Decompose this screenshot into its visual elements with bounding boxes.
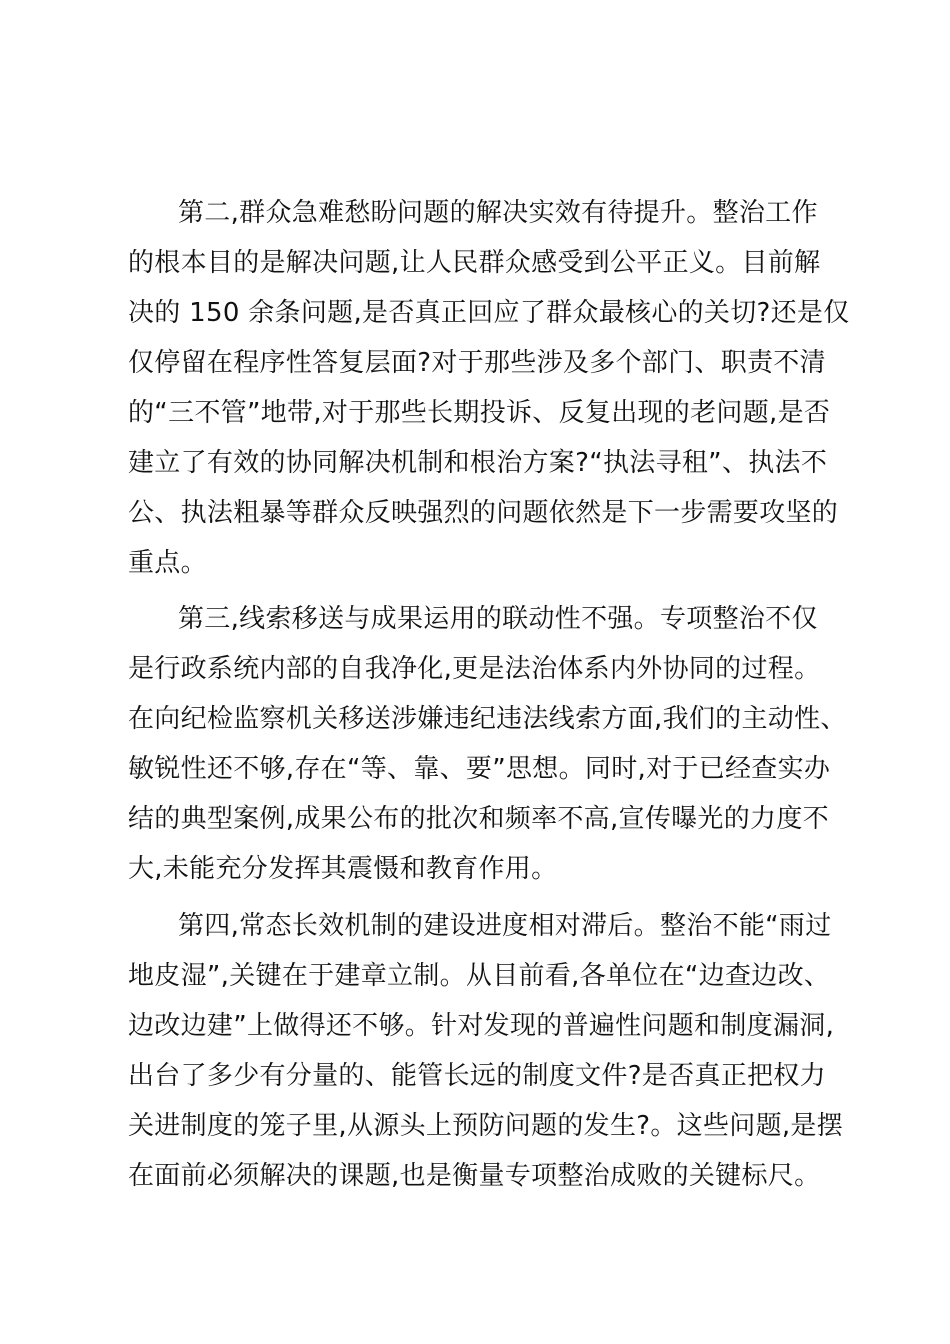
- text-line: 在向纪检监察机关移送涉嫌违纪违法线索方面,我们的主动性、: [128, 704, 847, 734]
- text-line: 第四,常态长效机制的建设进度相对滞后。整治不能“雨过: [178, 911, 832, 941]
- text-line: 的根本目的是解决问题,让人民群众感受到公平正义。目前解: [128, 248, 821, 278]
- text-line: 建立了有效的协同解决机制和根治方案?“执法寻租”、执法不: [128, 448, 828, 478]
- text-line: 敏锐性还不够,存在“等、靠、要”思想。同时,对于已经查实办: [128, 754, 831, 784]
- text-line: 是行政系统内部的自我净化,更是法治体系内外协同的过程。: [128, 654, 821, 684]
- text-line: 地皮湿”,关键在于建章立制。从目前看,各单位在“边查边改、: [128, 961, 831, 991]
- text-line: 第二,群众急难愁盼问题的解决实效有待提升。整治工作: [178, 198, 818, 228]
- text-line: 决的 150 余条问题,是否真正回应了群众最核心的关切?还是仅: [128, 298, 850, 328]
- text-line: 重点。: [128, 548, 207, 578]
- text-line: 在面前必须解决的课题,也是衡量专项整治成败的关键标尺。: [128, 1161, 821, 1191]
- text-line: 仅停留在程序性答复层面?对于那些涉及多个部门、职责不清: [128, 348, 826, 378]
- text-line: 边改边建”上做得还不够。针对发现的普遍性问题和制度漏洞,: [128, 1011, 835, 1041]
- text-line: 的“三不管”地带,对于那些长期投诉、反复出现的老问题,是否: [128, 398, 831, 428]
- text-line: 结的典型案例,成果公布的批次和频率不高,宣传曝光的力度不: [128, 804, 829, 834]
- text-line: 大,未能充分发挥其震慑和教育作用。: [128, 854, 558, 884]
- text-line: 出台了多少有分量的、能管长远的制度文件?是否真正把权力: [128, 1061, 826, 1091]
- text-line: 第三,线索移送与成果运用的联动性不强。专项整治不仅: [178, 604, 818, 634]
- text-line: 关进制度的笼子里,从源头上预防问题的发生?。这些问题,是摆: [128, 1111, 844, 1141]
- text-line: 公、执法粗暴等群众反映强烈的问题依然是下一步需要攻坚的: [128, 498, 839, 528]
